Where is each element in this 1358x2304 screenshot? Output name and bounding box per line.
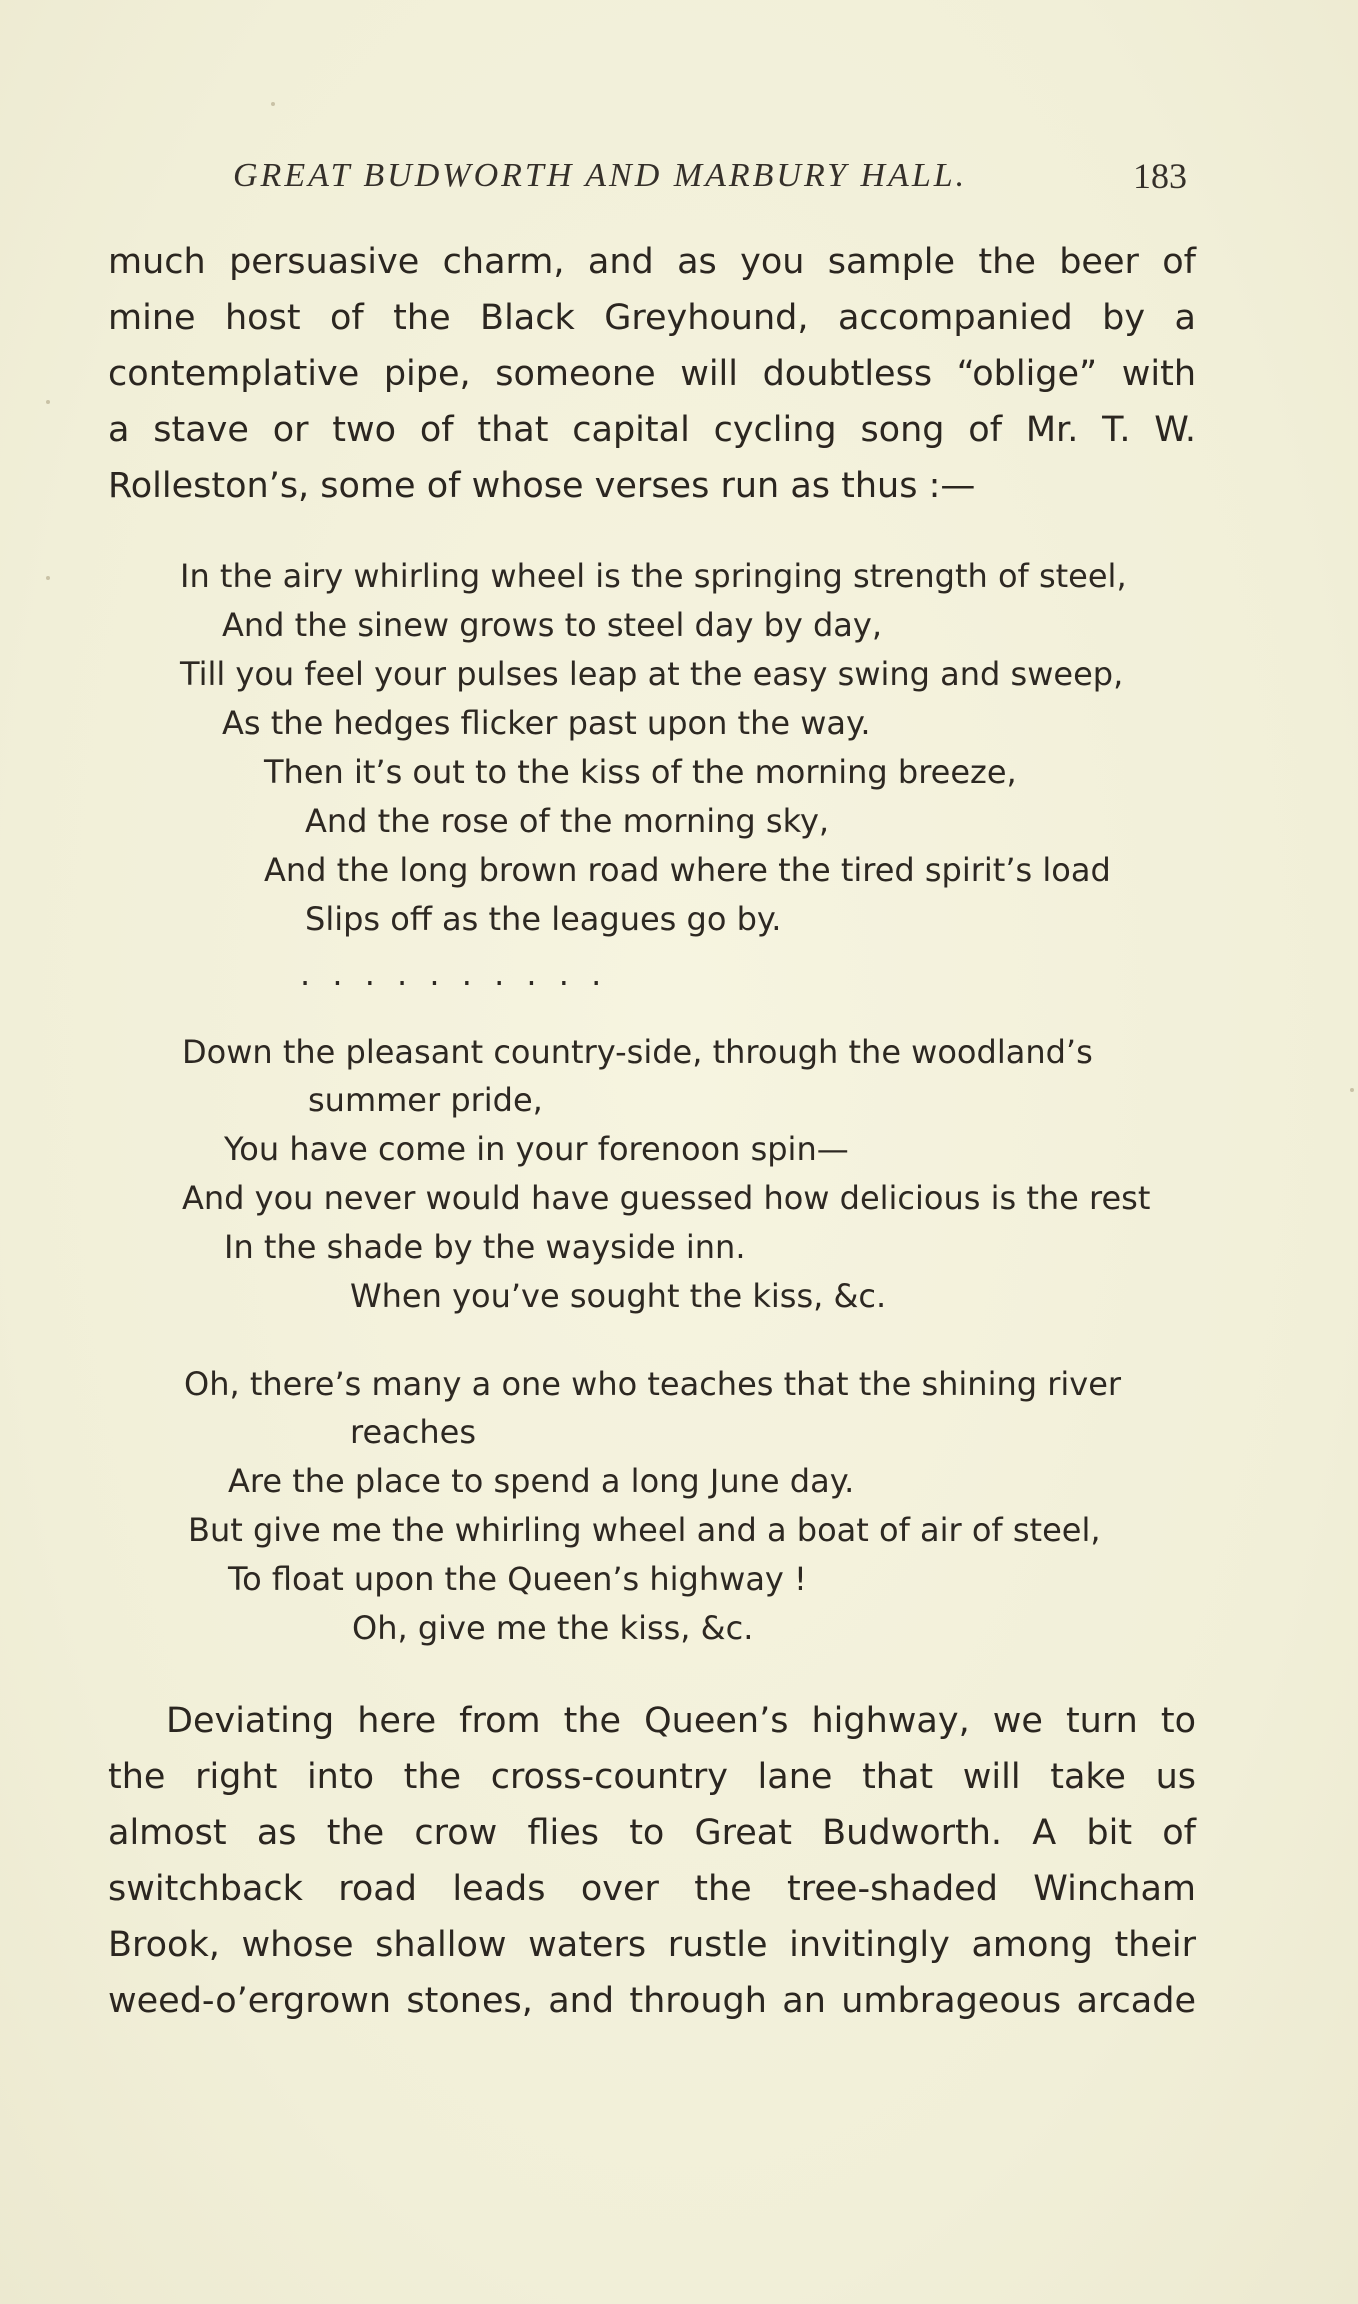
- verse-line: And the long brown road where the tired spirit’s load: [264, 851, 1111, 889]
- text-line: almost as the crow flies to Great Budworth. A bit of: [108, 1813, 1196, 1853]
- text-line: Deviating here from the Queen’s highway, we turn to: [166, 1701, 1196, 1741]
- paper-fleck: [271, 102, 275, 106]
- paper-fleck: [46, 576, 50, 580]
- text-line: switchback road leads over the tree-shaded Wincham: [108, 1869, 1196, 1909]
- verse-line: Down the pleasant country-side, through the woodland’s: [182, 1033, 1093, 1071]
- verse-line: In the shade by the wayside inn.: [224, 1228, 746, 1266]
- text-line: Brook, whose shallow waters rustle invitingly among their: [108, 1925, 1196, 1965]
- verse-line: But give me the whirling wheel and a boat of air of steel,: [188, 1511, 1101, 1549]
- verse-line: And the rose of the morning sky,: [305, 802, 830, 840]
- verse-line: Oh, give me the kiss, &c.: [352, 1609, 754, 1647]
- verse-line: reaches: [350, 1413, 476, 1451]
- text-line: the right into the cross-country lane that will take us: [108, 1757, 1196, 1797]
- closing-paragraph: [108, 1693, 1196, 2029]
- verse-line: Slips off as the leagues go by.: [305, 900, 782, 938]
- text-line: Rolleston’s, some of whose verses run as thus :—: [108, 466, 976, 506]
- verse-line: Are the place to spend a long June day.: [228, 1462, 855, 1500]
- intro-paragraph: [108, 234, 1196, 514]
- verse-line: And the sinew grows to steel day by day,: [222, 606, 883, 644]
- paper-fleck: [1350, 1088, 1354, 1092]
- text-line: weed-o’ergrown stones, and through an umbrageous arcade: [108, 1981, 1196, 2021]
- verse-line: Oh, there’s many a one who teaches that the shining river: [184, 1365, 1122, 1403]
- running-title: GREAT BUDWORTH AND MARBURY HALL.: [233, 157, 968, 194]
- text-line: contemplative pipe, someone will doubtless “oblige” with: [108, 354, 1196, 394]
- verse-line: You have come in your forenoon spin—: [224, 1130, 849, 1168]
- verse-line: In the airy whirling wheel is the springing strength of steel,: [180, 557, 1127, 595]
- ellipsis-line: . . . . . . . . . .: [300, 955, 608, 993]
- text-line: a stave or two of that capital cycling song of Mr. T. W.: [108, 410, 1196, 450]
- text-line: mine host of the Black Greyhound, accompanied by a: [108, 298, 1196, 338]
- verse-line: As the hedges flicker past upon the way.: [222, 704, 871, 742]
- text-line: much persuasive charm, and as you sample the beer of: [108, 242, 1196, 282]
- verse-line: And you never would have guessed how delicious is the rest: [182, 1179, 1151, 1217]
- verse-line: To float upon the Queen’s highway !: [228, 1560, 807, 1598]
- verse-line: Then it’s out to the kiss of the morning breeze,: [264, 753, 1017, 791]
- running-head: [0, 155, 1358, 205]
- verse-line: Till you feel your pulses leap at the easy swing and sweep,: [180, 655, 1124, 693]
- paper-fleck: [46, 400, 50, 404]
- verse-line: When you’ve sought the kiss, &c.: [350, 1277, 887, 1315]
- verse-line: summer pride,: [308, 1081, 543, 1119]
- page-number: 183: [1133, 156, 1187, 196]
